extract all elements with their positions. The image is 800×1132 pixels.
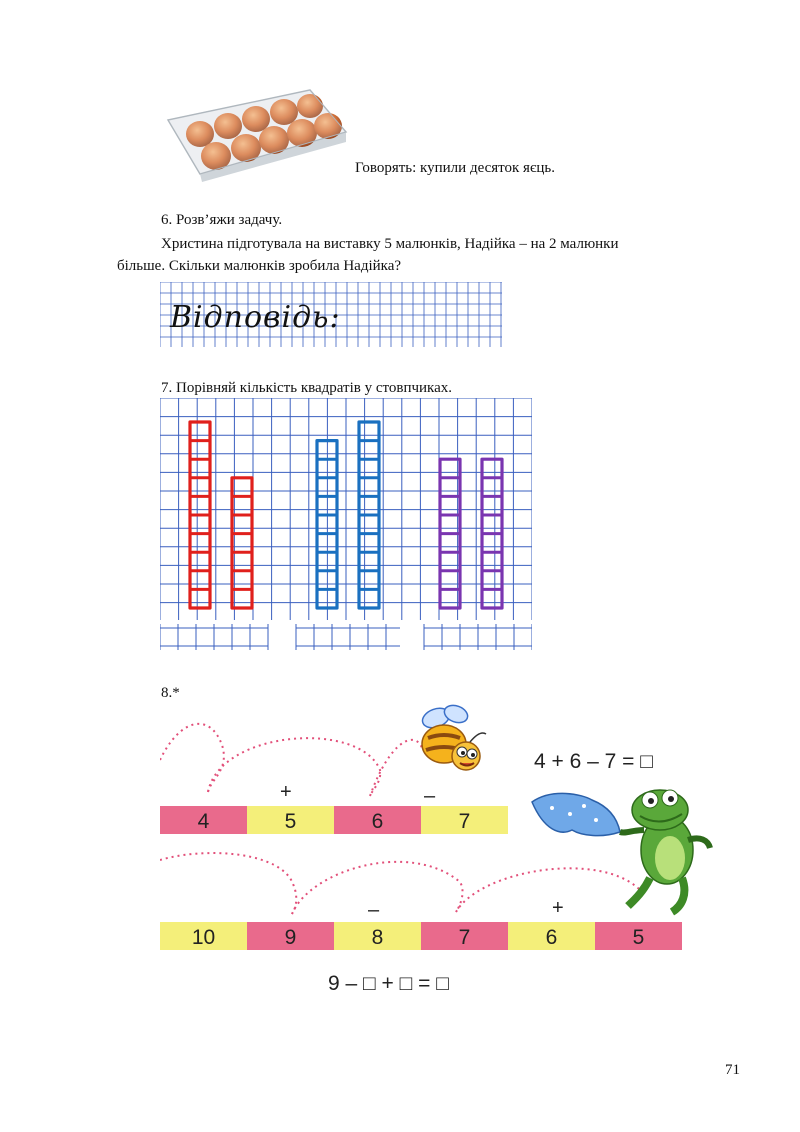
answer-cell-group[interactable]: [160, 624, 268, 650]
strip-number: 8: [371, 926, 384, 949]
task6-line2: більше. Скільки малюнків зробила Надійка?: [117, 258, 402, 274]
task8-heading: 8.*: [161, 685, 180, 701]
strip-number: 5: [632, 926, 645, 949]
square-column: [440, 459, 460, 608]
number-strip-top: [160, 806, 508, 834]
task7-heading: 7. Порівняй кількість квадратів у стовпчиках.: [161, 380, 453, 396]
answer-cells[interactable]: [160, 624, 532, 652]
square-column: [359, 422, 379, 608]
squares-grid: [160, 398, 532, 620]
square-column: [482, 459, 502, 608]
strip-number: 7: [458, 810, 471, 833]
answer-cell-group[interactable]: [296, 624, 400, 650]
strip-number: 7: [458, 926, 471, 949]
egg-caption: Говорять: купили десяток яєць.: [355, 160, 556, 176]
square-column: [232, 478, 252, 608]
frog-icon: [532, 790, 710, 912]
strip-number: 10: [191, 926, 216, 949]
page-number: 71: [725, 1062, 740, 1078]
number-line-illustration: [160, 700, 740, 1000]
jump-arcs-bottom: [160, 853, 640, 914]
strip1-op-plus: +: [280, 781, 292, 803]
strip1-op-minus: –: [424, 785, 436, 807]
strip2-op-minus: –: [368, 899, 380, 921]
answer-label: Відповідь:: [170, 300, 341, 335]
bee-icon: [420, 702, 486, 770]
strip-number: 9: [284, 926, 297, 949]
egg-tray-image: [160, 82, 350, 182]
strip2-op-plus: +: [552, 897, 564, 919]
task6-heading: 6. Розв’яжи задачу.: [161, 212, 283, 228]
strip-number: 5: [284, 810, 297, 833]
equation-bottom: 9 – □ + □ = □: [328, 972, 449, 995]
strip-number: 4: [197, 810, 210, 833]
answer-cell-group[interactable]: [424, 624, 532, 650]
strip-number: 6: [545, 926, 558, 949]
egg-tray-icon: [160, 82, 350, 182]
square-column: [190, 422, 210, 608]
equation-top: 4 + 6 – 7 = □: [534, 750, 653, 773]
task6-line1: Христина підготувала на виставку 5 малюнків, Надійка – на 2 малюнки: [161, 236, 619, 252]
strip-number: 6: [371, 810, 384, 833]
number-strip-bottom: [160, 922, 682, 950]
